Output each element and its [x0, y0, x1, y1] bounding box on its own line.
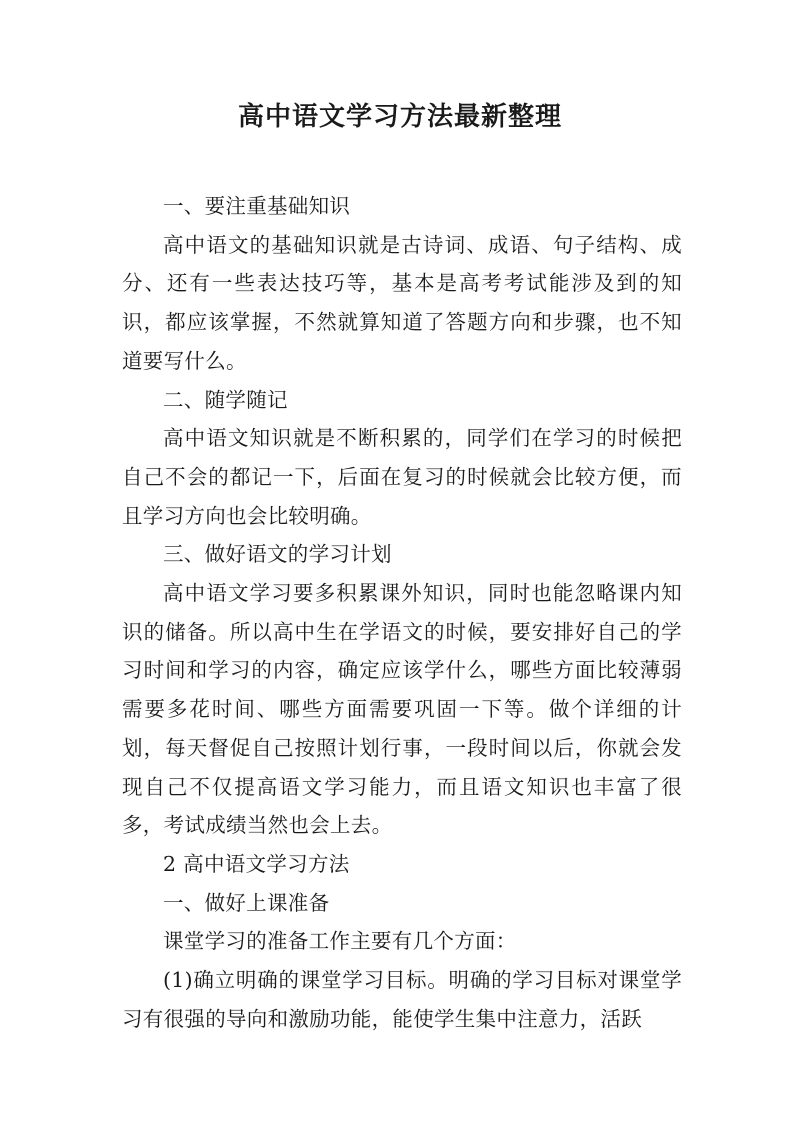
paragraph-plan: 高中语文学习要多积累课外知识，同时也能忽略课内知识的储备。所以高中生在学语文的时候，要安排好自己的学习时间和学习的内容，确定应该学什么，哪些方面比较薄弱需要多花时间、哪些方面需要巩固一下等。做个详细的计划，每天督促自己按照计划行事，一段时间以后，你就会发现自己不仅提高语文学习能力，而且语文知识也丰富了很多，考试成绩当然也会上去。 [122, 581, 682, 838]
document-title: 高中语文学习方法最新整理 [237, 102, 562, 132]
section-heading-plan: 三、做好语文的学习计划 [163, 542, 392, 567]
section-heading-notes: 二、随学随记 [163, 387, 288, 412]
paragraph-goal: (1)确立明确的课堂学习目标。明确的学习目标对课堂学习有很强的导向和激励功能，能使学生集中注意力，活跃 [122, 968, 682, 1031]
section-heading-basics: 一、要注重基础知识 [163, 194, 351, 218]
paragraph-prepare-intro: 课堂学习的准备工作主要有几个方面： [163, 929, 517, 954]
paragraph-basics: 高中语文的基础知识就是古诗词、成语、句子结构、成分、还有一些表达技巧等，基本是高考考试能涉及到的知识，都应该掌握，不然就算知道了答题方向和步骤，也不知道要写什么。 [122, 232, 682, 373]
document-body [122, 187, 682, 1038]
section-heading-prepare: 一、做好上课准备 [163, 890, 330, 915]
section-heading-methods: 2 高中语文学习方法 [163, 851, 350, 876]
paragraph-notes: 高中语文知识就是不断积累的，同学们在学习的时候把自己不会的都记一下，后面在复习的时候就会比较方便，而且学习方向也会比较明确。 [122, 426, 682, 528]
